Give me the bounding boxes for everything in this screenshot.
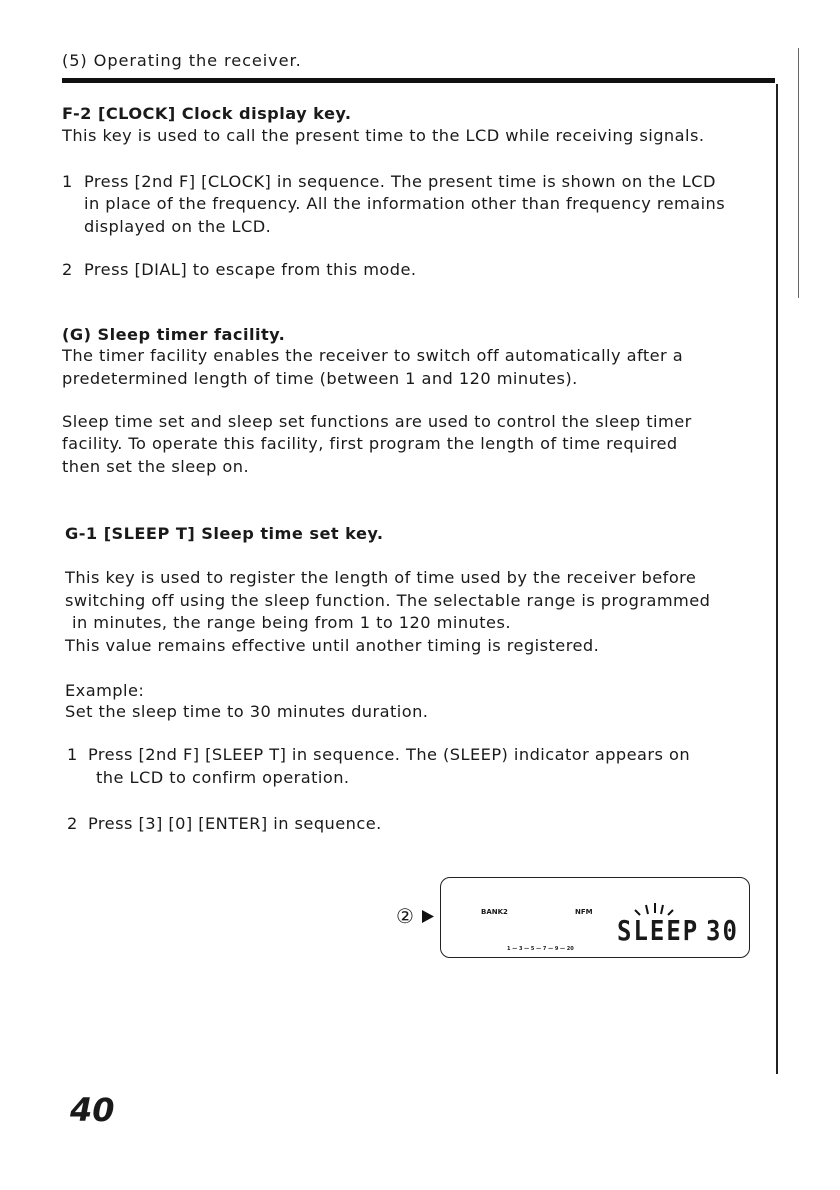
clock-step2-line: Press [DIAL] to escape from this mode.: [84, 260, 417, 279]
arrow-right-icon: [422, 910, 434, 923]
page-number: 40: [70, 1091, 115, 1129]
example-label: Example:: [65, 681, 145, 700]
sleep-paragraph-line: facility. To operate this facility, first program the length of time required: [62, 434, 678, 453]
lcd-mode-label: NFM: [575, 908, 593, 916]
step-number-circle: ②: [396, 904, 414, 928]
sleep-indicator-icon: [631, 900, 677, 916]
sleep-paragraph-line: The timer facility enables the receiver to switch off automatically after a: [62, 346, 684, 365]
step-marker: [396, 903, 440, 929]
sleep-key-paragraph-line: This key is used to register the length of time used by the receiver before: [65, 568, 697, 587]
sleep-step1-line: Press [2nd F] [SLEEP T] in sequence. The (SLEEP) indicator appears on: [88, 745, 691, 764]
sleep-step1-number: 1: [67, 745, 78, 764]
lcd-value: 30: [706, 914, 739, 948]
example-text: Set the sleep time to 30 minutes duration.: [65, 702, 429, 721]
lcd-signal-scale: 1 — 3 — 5 — 7 — 9 — 20: [507, 946, 574, 952]
sleep-step2-line: Press [3] [0] [ENTER] in sequence.: [88, 814, 382, 833]
section-header: (5) Operating the receiver.: [62, 51, 302, 70]
clock-step1-line: Press [2nd F] [CLOCK] in sequence. The present time is shown on the LCD: [84, 172, 716, 191]
clock-step1-line: displayed on the LCD.: [84, 217, 272, 236]
margin-rule-outer: [798, 48, 799, 298]
margin-rule: [776, 84, 778, 1074]
clock-step2-number: 2: [62, 260, 73, 279]
clock-step1-number: 1: [62, 172, 73, 191]
sleep-step1-line: the LCD to confirm operation.: [96, 768, 350, 787]
sleep-key-heading: G-1 [SLEEP T] Sleep time set key.: [65, 524, 384, 543]
sleep-paragraph-line: predetermined length of time (between 1 and 120 minutes).: [62, 369, 578, 388]
lcd-bank-label: BANK2: [481, 908, 508, 916]
lcd-display: [440, 877, 750, 958]
sleep-key-paragraph-line: in minutes, the range being from 1 to 120 minutes.: [72, 613, 511, 632]
sleep-key-paragraph-line: switching off using the sleep function. The selectable range is programmed: [65, 591, 711, 610]
sleep-step2-number: 2: [67, 814, 78, 833]
sleep-paragraph-line: Sleep time set and sleep set functions are used to control the sleep timer: [62, 412, 692, 431]
header-rule: [62, 78, 775, 83]
clock-key-heading: F-2 [CLOCK] Clock display key.: [62, 104, 352, 123]
sleep-paragraph-line: then set the sleep on.: [62, 457, 250, 476]
sleep-timer-heading: (G) Sleep timer facility.: [62, 325, 286, 344]
sleep-key-paragraph-line: This value remains effective until another timing is registered.: [65, 636, 600, 655]
lcd-main-text: SLEEP: [617, 914, 700, 948]
clock-step1-line: in place of the frequency. All the information other than frequency remains: [84, 194, 726, 213]
clock-intro: This key is used to call the present time to the LCD while receiving signals.: [62, 126, 705, 145]
